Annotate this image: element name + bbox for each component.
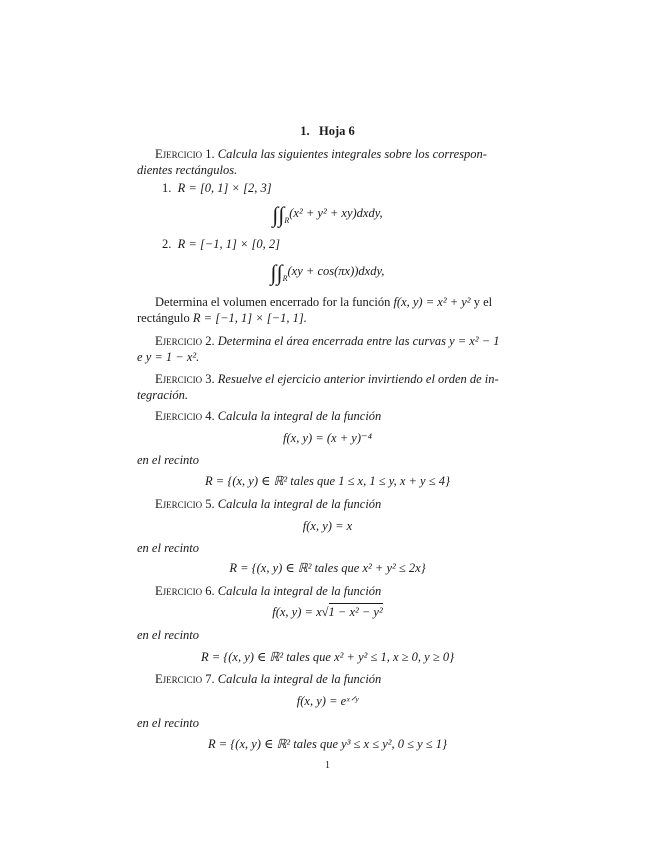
- ej4-function: f(x, y) = (x + y)⁻⁴: [283, 431, 372, 445]
- ej6-label: Ejercicio 6.: [155, 584, 215, 598]
- ej6-statement: [155, 583, 381, 599]
- double-integral-sign: ∫∫: [272, 202, 285, 227]
- ej6-text: Calcula la integral de la función: [217, 584, 382, 598]
- ej2-label: Ejercicio 2.: [155, 334, 215, 348]
- ej1-item2-region: R = [−1, 1] × [0, 2]: [177, 237, 281, 251]
- ej5-recinto-label: en el recinto: [137, 541, 200, 555]
- ej6-region: R = {(x, y) ∈ ℝ² tales que x² + y² ≤ 1, x ≥ 0, y ≥ 0}: [200, 650, 455, 664]
- ej1-text-a: Calcula las siguientes integrales sobre los correspon-: [217, 147, 487, 161]
- ej1-determina-line-1: [155, 294, 492, 310]
- ej1-det-a-math: f(x, y) = x² + y²: [393, 295, 471, 309]
- ej3-statement-line-1: [155, 371, 499, 387]
- ej5-statement: [155, 496, 381, 512]
- ej3-text-a: Resuelve el ejercicio anterior invirtiendo el orden de in-: [217, 372, 499, 386]
- integral-domain: R: [284, 216, 290, 225]
- ej1-text-b: dientes rectángulos.: [137, 163, 238, 177]
- ej1-integrand-2: (xy + cos(πx))dxdy,: [287, 264, 385, 278]
- ej7-statement: [155, 671, 381, 687]
- ej2-text-b: e: [137, 350, 143, 364]
- ej1-label: Ejercicio 1.: [155, 147, 215, 161]
- ej3-text-b: tegración.: [137, 388, 189, 402]
- ej1-statement-line-1: [155, 146, 487, 162]
- ej2-statement-line-2: [137, 349, 199, 365]
- ej4-region: R = {(x, y) ∈ ℝ² tales que 1 ≤ x, 1 ≤ y, x + y ≤ 4}: [205, 474, 450, 488]
- ej5-text: Calcula la integral de la función: [217, 497, 382, 511]
- ej1-det-b-pre: rectángulo: [137, 311, 190, 325]
- ej1-determina-line-2: [137, 310, 307, 326]
- ej1-det-b-math: R = [−1, 1] × [−1, 1].: [192, 311, 307, 325]
- page-number: 1: [325, 760, 330, 771]
- ej7-text: Calcula la integral de la función: [217, 672, 382, 686]
- ej7-recinto-label: en el recinto: [137, 716, 200, 730]
- ej2-text-a: Determina el área encerrada entre las curvas: [217, 334, 446, 348]
- ej6-function: [0, 604, 655, 620]
- ej2-statement-line-1: [155, 333, 500, 349]
- ej4-statement: [155, 408, 381, 424]
- ej5-function: f(x, y) = x: [302, 519, 353, 533]
- section-heading: [0, 123, 655, 139]
- ej7-region: R = {(x, y) ∈ ℝ² tales que y³ ≤ x ≤ y², 0 ≤ y ≤ 1}: [207, 737, 448, 751]
- ej5-region: R = {(x, y) ∈ ℝ² tales que x² + y² ≤ 2x}: [229, 561, 426, 575]
- ej6-func-radicand: 1 − x² − y²: [328, 605, 383, 619]
- ej1-item-1: [162, 180, 272, 196]
- ej2-math-a: y = x² − 1: [449, 334, 500, 348]
- ej5-label: Ejercicio 5.: [155, 497, 215, 511]
- ej3-label: Ejercicio 3.: [155, 372, 215, 386]
- ej1-det-a-pre: Determina el volumen encerrado for la función: [155, 295, 391, 309]
- ej4-label: Ejercicio 4.: [155, 409, 215, 423]
- ej2-math-b: y = 1 − x².: [145, 350, 200, 364]
- ej1-item1-region: R = [0, 1] × [2, 3]: [177, 181, 272, 195]
- ej1-integral-2: [0, 260, 655, 287]
- ej1-det-a-post: y el: [473, 295, 493, 309]
- integral-domain: R: [282, 274, 288, 283]
- ej7-label: Ejercicio 7.: [155, 672, 215, 686]
- ej1-item-2: [162, 236, 280, 252]
- ej4-recinto-label: en el recinto: [137, 453, 200, 467]
- ej1-item1-number: 1.: [162, 181, 172, 195]
- section-title: Hoja 6: [318, 124, 355, 138]
- ej6-func-pre: f(x, y) = x: [272, 605, 322, 619]
- section-number: 1.: [300, 124, 310, 138]
- ej6-recinto-label: en el recinto: [137, 628, 200, 642]
- ej1-item2-number: 2.: [162, 237, 172, 251]
- ej1-integral-1: [0, 202, 655, 229]
- ej1-integrand-1: (x² + y² + xy)dxdy,: [289, 206, 383, 220]
- square-root-sign: √: [321, 605, 329, 619]
- ej4-text: Calcula la integral de la función: [217, 409, 382, 423]
- ej7-function: f(x, y) = eˣᐟʸ: [296, 694, 359, 708]
- double-integral-sign: ∫∫: [270, 260, 283, 285]
